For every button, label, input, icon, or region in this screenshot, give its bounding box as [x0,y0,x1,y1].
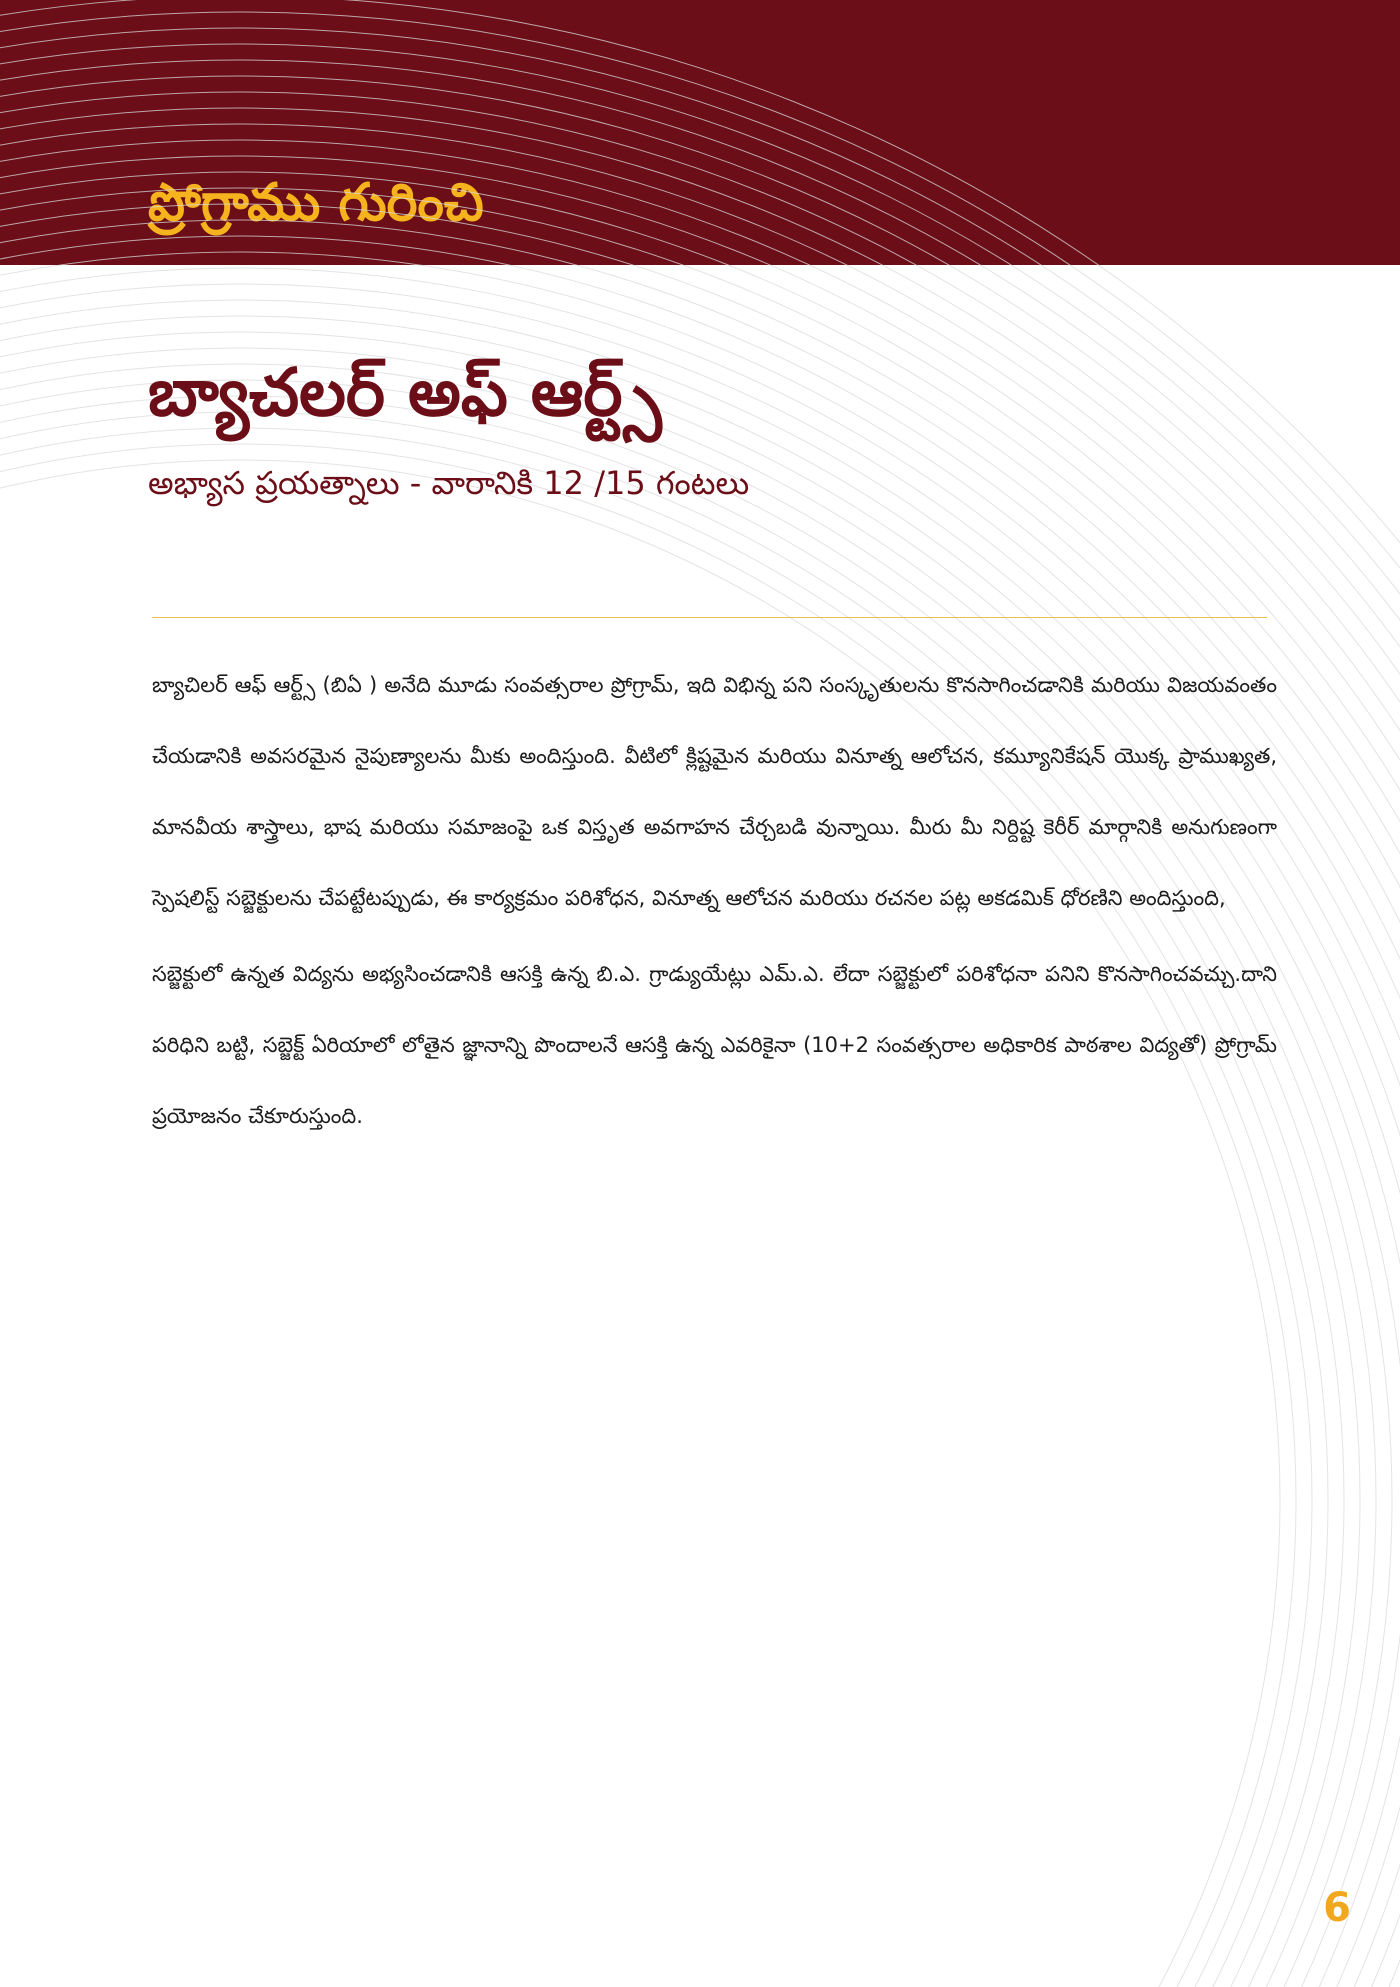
program-subtitle: అభ్యాస ప్రయత్నాలు - వారానికి 12 /15 గంటలు [148,464,750,502]
body-paragraph: బ్యాచిలర్ ఆఫ్ ఆర్ట్స్ (బిఏ ) అనేది మూడు సంవత్సరాల ప్రోగ్రామ్, ఇది విభిన్న పని సంస్కృతులను కొనసాగించడానికి మరియు విజయవంతం చేయడానికి అవసరమైన నైపుణ్యాలను మీకు అందిస్తుంది. వీటిలో క్లిష్టమైన మరియు వినూత్న ఆలోచన, కమ్యూనికేషన్ యొక్క ప్రాముఖ్యత, మానవీయ శాస్త్రాలు, భాష మరియు సమాజంపై ఒక విస్తృత అవగాహన చేర్చబడి వున్నాయి. మీరు మీ నిర్దిష్ట కెరీర్ మార్గానికి అనుగుణంగా స్పెషలిస్ట్ సబ్జెక్టులను చేపట్టేటప్పుడు, ఈ కార్యక్రమం పరిశోధన, వినూత్న ఆలోచన మరియు రచనల పట్ల అకడమిక్ ధోరణిని అందిస్తుంది, [152,673,1277,910]
title-divider [152,617,1267,618]
program-title: బ్యాచలర్ అఫ్ ఆర్ట్స్ [148,354,662,431]
section-heading: ప్రోగ్రాము గురించి [148,173,484,233]
body-paragraph: సబ్జెక్టులో ఉన్నత విద్యను అభ్యసించడానికి ఆసక్తి ఉన్న బి.ఎ. గ్రాడ్యుయేట్లు ఎమ్.ఎ. లేదా సబ్జెక్టులో పరిశోధనా పనిని కొనసాగించవచ్చు.దాని పరిధిని బట్టి, సబ్జెక్ట్ ఏరియాలో లోతైన జ్ఞానాన్ని పొందాలనే ఆసక్తి ఉన్న ఎవరికైనా (10+2 సంవత్సరాల అధికారిక పాఠశాల విద్యతో) ప్రోగ్రామ్ ప్రయోజనం చేకూరుస్తుంది. [152,962,1277,1128]
page-number: 6 [1323,1885,1351,1931]
body-text [152,650,1277,1152]
